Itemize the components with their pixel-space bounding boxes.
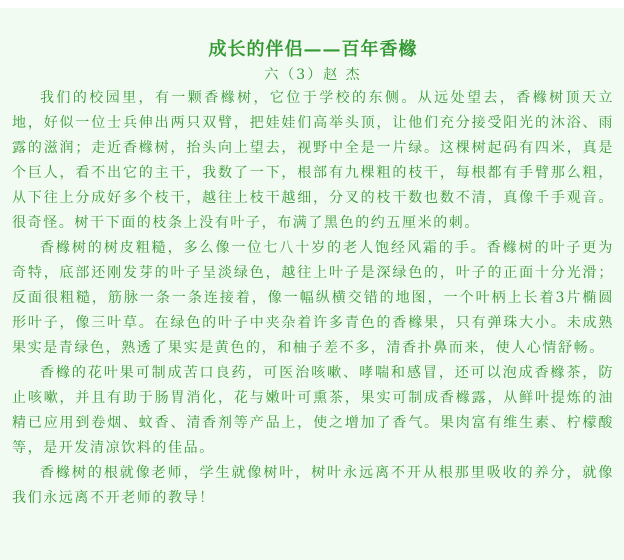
article-body — [12, 86, 614, 511]
paragraph: 香橼树的树皮粗糙，多么像一位七八十岁的老人饱经风霜的手。香橼树的叶子更为奇特，底部还刚发芽的叶子呈淡绿色，越往上叶子是深绿色的，叶子的正面十分光滑；反面很粗糙，筋脉一条一条连接着，像一幅纵横交错的地图，一个叶柄上长着3片椭圆形叶子，像三叶草。在绿色的叶子中夹杂着许多青色的香橼果，只有弹珠大小。未成熟果实是青绿色，熟透了果实是黄色的，和柚子差不多，清香扑鼻而来，使人心情舒畅。 — [12, 240, 614, 356]
article-title: 成长的伴侣——百年香橼 — [208, 39, 418, 60]
paragraph: 我们的校园里，有一颗香橼树，它位于学校的东侧。从远处望去，香橼树顶天立地，好似一位士兵伸出两只双臂，把娃娃们高举头顶，让他们充分接受阳光的沐浴、雨露的滋润；走近香橼树，抬头向上望去，视野中全是一片绿。这棵树起码有四米，真是个巨人，看不出它的主干，我数了一下，根部有九棵粗的枝干，每根都有手臂那么粗，从下往上分成好多个枝干，越往上枝干越细，分叉的枝干数也数不清，真像千手观音。很奇怪。树干下面的枝条上没有叶子，布满了黑色的约五厘米的刺。 — [12, 90, 614, 231]
paragraph: 香橼树的根就像老师，学生就像树叶，树叶永远离不开从根那里吸收的养分，就像我们永远离不开老师的教导！ — [12, 465, 614, 506]
top-band — [0, 0, 624, 8]
paragraph: 香橼的花叶果可制成苦口良药，可医治咳嗽、哮喘和感冒，还可以泡成香橼茶，防止咳嗽，并且有助于肠胃消化，花与嫩叶可熏茶，果实可制成香橼露，从鲜叶提炼的油精已应用到卷烟、蚊香、清香剂等产品上，使之增加了香气。果肉富有维生素、柠檬酸等，是开发清凉饮料的佳品。 — [12, 365, 614, 456]
article-author: 六（3）赵 杰 — [264, 67, 362, 83]
